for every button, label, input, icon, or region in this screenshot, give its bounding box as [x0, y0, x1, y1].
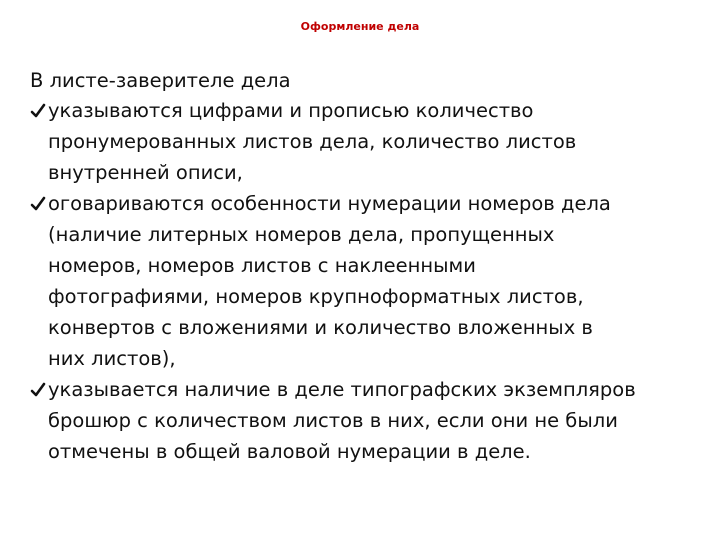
bullet-item-1 [30, 95, 700, 188]
bullet-text-line: указывается наличие в деле типографских экземпляров [48, 378, 636, 401]
bullet-list [30, 95, 700, 467]
checkmark-icon [30, 196, 46, 212]
bullet-text-line: конвертов с вложениями и количество вложенных в [48, 316, 593, 339]
bullet-item-3 [30, 374, 700, 467]
bullet-text-line: отмечены в общей валовой нумерации в деле. [48, 440, 531, 463]
bullet-text-line: оговариваются особенности нумерации номеров дела [48, 192, 611, 215]
bullet-text-line: номеров, номеров листов с наклеенными [48, 254, 476, 277]
bullet-text-line: брошюр с количеством листов в них, если они не были [48, 409, 618, 432]
checkmark-icon [30, 382, 46, 398]
checkmark-icon [30, 103, 46, 119]
bullet-text-line: них листов), [48, 347, 176, 370]
bullet-text-line: (наличие литерных номеров дела, пропущенных [48, 223, 555, 246]
bullet-text-line: указываются цифрами и прописью количество [48, 99, 534, 122]
bullet-text-line: пронумерованных листов дела, количество листов [48, 130, 577, 153]
slide-title: Оформление дела [300, 20, 420, 33]
bullet-text-line: внутренней описи, [48, 161, 243, 184]
bullet-text-line: фотографиями, номеров крупноформатных листов, [48, 285, 584, 308]
bullet-item-2 [30, 188, 700, 374]
intro-text: В листе-заверителе дела [30, 69, 291, 92]
